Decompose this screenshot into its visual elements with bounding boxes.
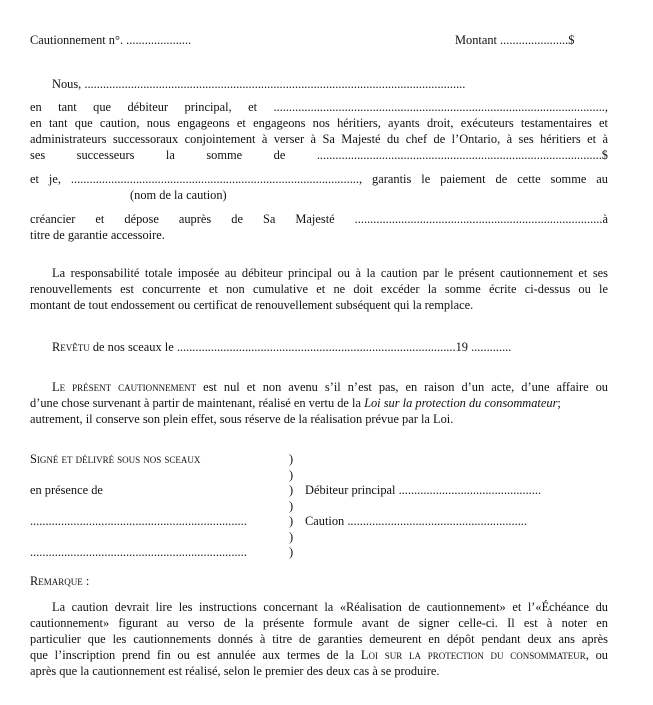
witness-line-1: ...................................................................... — [30, 514, 247, 528]
bond-number-field: Cautionnement n°. ..................... — [30, 33, 192, 47]
validity-line-1-rest: est nul et non avenu s’il n’est pas, en raison d’un acte, d’une affaire ou — [196, 380, 608, 394]
sealed-line — [52, 339, 511, 355]
creditor-line-1: créancier et dépose auprès de Sa Majesté ................................................................................à — [30, 212, 608, 226]
remark-line-1: La caution devrait lire les instructions concernant la «Réalisation de cautionnement» et l’«Échéance du — [52, 600, 608, 614]
brace-mark: ) — [289, 514, 294, 528]
remark-line-4-end: , ou — [585, 648, 608, 662]
surety-signature-line: Caution .......................................................... — [305, 514, 527, 528]
surety-line-3: ses successeurs la somme de ............................................................................................$ — [30, 148, 608, 162]
validity-line-3: autrement, il conserve son plein effet, sous réserve de la réalisation prévue par la Loi. — [30, 412, 454, 426]
signed-label: Signé et délivré sous nos sceaux — [30, 452, 201, 466]
parties-line: Nous, ........................................................................................................................... — [52, 77, 466, 91]
remark-line-2: cautionnement» figurant au verso de la présente formule avant de signer celle-ci. Il est à noter en — [30, 616, 608, 630]
validity-line-2 — [30, 395, 561, 411]
debtor-line: en tant que débiteur principal, et ..........................................................................................................., — [30, 100, 608, 114]
brace-mark: ) — [289, 545, 294, 559]
brace-mark: ) — [289, 483, 294, 497]
validity-lead: Le présent cautionnement — [52, 380, 197, 394]
liability-line-1: La responsabilité totale imposée au débiteur principal ou à la caution par le présent cautionnement et ses — [52, 266, 608, 280]
brace-mark: ) — [289, 499, 294, 513]
sealed-text: de nos sceaux le ..........................................................................................19 ............. — [89, 340, 512, 354]
debtor-signature-line: Débiteur principal .............................................. — [305, 483, 542, 497]
brace-mark: ) — [289, 530, 294, 544]
validity-line-1 — [52, 379, 608, 395]
guarantor-caption: (nom de la caution) — [130, 188, 227, 202]
presence-label: en présence de — [30, 483, 103, 497]
remark-law-name: Loi sur la protection du consommateur — [360, 648, 586, 662]
guarantor-line: et je, ............................................................................................., garantis le paiement de cette somme au — [30, 172, 608, 186]
liability-line-2: renouvellements est concurrente et non cumulative et ne doit excéder la somme écrite ci-dessus ou le — [30, 282, 608, 296]
creditor-line-2: titre de garantie accessoire. — [30, 228, 165, 242]
surety-line-1: en tant que caution, nous engageons et engageons nos héritiers, ayants droit, exécuteurs testamentaires et — [30, 116, 608, 130]
surety-line-2: administrateurs successoraux conjointement à verser à Sa Majesté du chef de l’Ontario, à ses héritiers et à — [30, 132, 608, 146]
remark-line-3: particulier que les cautionnements donnés à titre de garanties demeurent en dépôt pendant deux ans après — [30, 632, 608, 646]
remark-line-4 — [30, 647, 608, 663]
law-name: Loi sur la protection du consommateur — [364, 396, 558, 410]
amount-field: Montant ......................$ — [455, 33, 575, 47]
remark-title: Remarque : — [30, 574, 90, 588]
brace-mark: ) — [289, 452, 294, 466]
brace-mark: ) — [289, 468, 294, 482]
sealed-lead: Revêtu — [52, 340, 90, 354]
remark-line-5: après que la cautionnement est réalisé, selon le premier des deux cas à se produire. — [30, 664, 440, 678]
remark-line-4-start: que l’inscription prend fin ou est annulée aux termes de la — [30, 648, 361, 662]
validity-line-2-end: ; — [557, 396, 561, 410]
liability-line-3: montant de tout endossement ou certificat de renouvellement subséquent qui la remplace. — [30, 298, 474, 312]
witness-line-2: ...................................................................... — [30, 545, 247, 559]
validity-line-2-start: d’une chose survenant à partir de maintenant, réalisé en vertu de la — [30, 396, 365, 410]
